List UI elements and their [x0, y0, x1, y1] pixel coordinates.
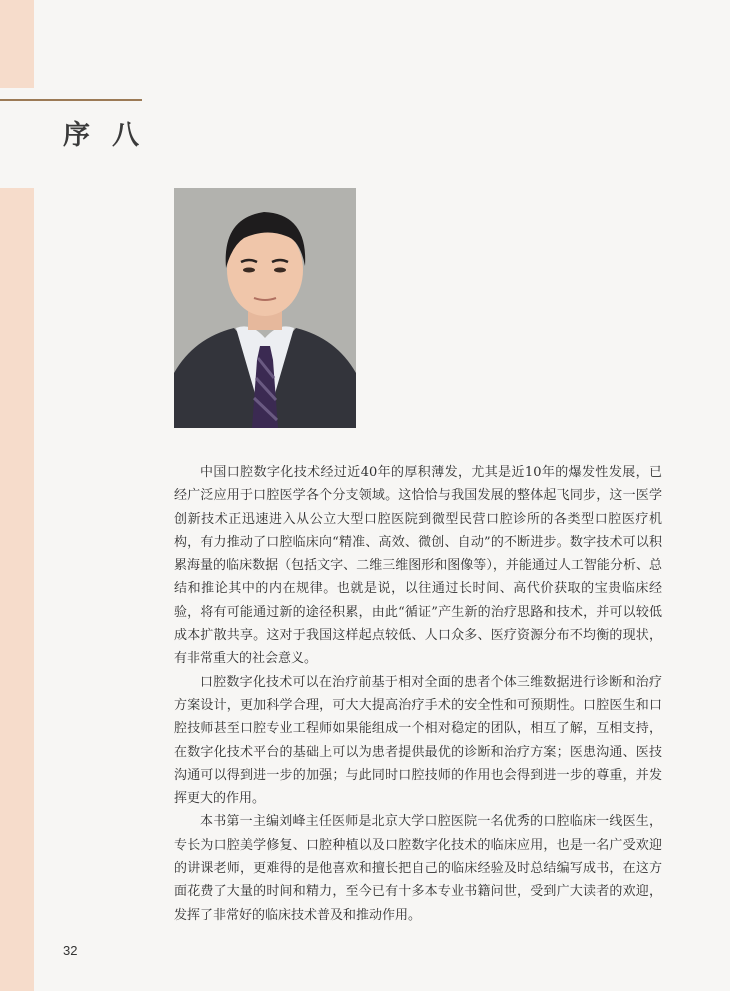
- preface-body: [174, 461, 662, 927]
- paragraph-1: 中国口腔数字化技术经过近40年的厚积薄发，尤其是近10年的爆发性发展，已经广泛应用于口腔医学各个分支领域。这恰恰与我国发展的整体起飞同步，这一医学创新技术正迅速进入从公立大型口腔医院到微型民营口腔诊所的各类型口腔医疗机构，有力推动了口腔临床向“精准、高效、微创、自动”的不断进步。数字技术可以积累海量的临床数据（包括文字、二维三维图形和图像等），并能通过人工智能分析、总结和推论其中的内在规律。也就是说，以往通过长时间、高代价获取的宝贵临床经验，将有可能通过新的途径积累，由此“循证”产生新的治疗思路和技术，并可以较低成本扩散共享。这对于我国这样起点较低、人口众多、医疗资源分布不均衡的现状，有非常重大的社会意义。: [174, 465, 662, 667]
- title-rule: [0, 99, 142, 101]
- portrait-photo: [174, 188, 356, 428]
- decorative-sidebar-top: [0, 0, 34, 88]
- paragraph-2: 口腔数字化技术可以在治疗前基于相对全面的患者个体三维数据进行诊断和治疗方案设计，更加科学合理，可大大提高治疗手术的安全性和可预期性。口腔医生和口腔技师甚至口腔专业工程师如果能组成一个相对稳定的团队，相互了解，互相支持，在数字化技术平台的基础上可以为患者提供最优的诊断和治疗方案；医患沟通、医技沟通可以得到进一步的加强；与此同时口腔技师的作用也会得到进一步的尊重，并发挥更大的作用。: [174, 674, 662, 807]
- decorative-sidebar-bottom: [0, 188, 34, 991]
- page-number: 32: [63, 943, 78, 958]
- paragraph-3: 本书第一主编刘峰主任医师是北京大学口腔医院一名优秀的口腔临床一线医生，专长为口腔美学修复、口腔种植以及口腔数字化技术的临床应用，也是一名广受欢迎的讲课老师，更难得的是他喜欢和擅长把自己的临床经验及时总结编写成书，在这方面花费了大量的时间和精力，至今已有十多本专业书籍问世，受到广大读者的欢迎，发挥了非常好的临床技术普及和推动作用。: [174, 814, 662, 923]
- page-title: 序八: [63, 120, 161, 151]
- portrait-illustration: [174, 188, 356, 428]
